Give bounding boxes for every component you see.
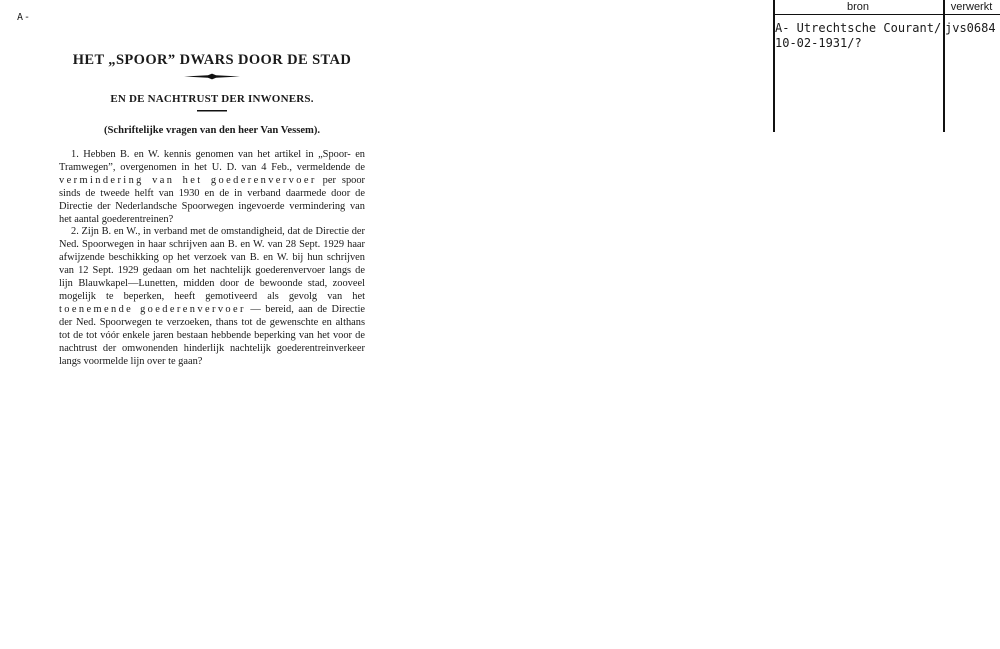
source-table [773,0,1000,132]
verwerkt-header: verwerkt [950,1,993,13]
subheadline: EN DE NACHTRUST DER INWONERS. [110,93,314,105]
para1-text-end: per spoor sinds de tweede helft van 1930 en de in verband daarmede door de Directie der Nederlandsche Spoorwegen ingevoerde vermindering van het aantal goederentreinen? [59,174,365,225]
question-paragraph-2 [59,226,365,368]
question-paragraph-1 [59,149,365,226]
verwerkt-column [943,0,1000,132]
ornament-rule-icon [184,73,240,80]
verwerkt-value: jvs0684 [945,21,996,35]
newspaper-clipping [59,52,365,368]
headline: HET „SPOOR” DWARS DOOR DE STAD [72,52,352,68]
bron-header: bron [846,1,870,13]
para1-text-start: 1. Hebben B. en W. kennis genomen van het artikel in „Spoor- en Tramwegen”, overgenomen in het U. D. van 4 Feb., vermeldende de [59,149,365,173]
page-mark: A- [17,12,32,23]
bron-value-line2: 10-02-1931/? [775,36,862,50]
bron-column [773,0,945,132]
para2-text-start: 2. Zijn B. en W., in verband met de omstandigheid, dat de Directie der Ned. Spoorwegen in haar schrijven aan B. en W. van 28 Sept. 1929 haar afwijzende beschikking op het verzoek van B. en W. bij hun schrijven van 12 Sept. 1929 gedaan om het nachtelijk goederenvervoer langs de lijn Blauwkapel—Lunetten, midden door de bewoonde stad, zooveel mogelijk te beperken, heeft gemotiveerd als gevolg van het [59,226,365,302]
para2-emphasis: toenemende goederenvervoer [59,303,246,315]
byline: (Schriftelijke vragen van den heer Van Vessem). [103,125,321,136]
short-rule-icon [197,109,227,112]
bron-value-line1: A- Utrechtsche Courant/ [775,21,942,35]
para2-text-end: — bereid, aan de Directie der Ned. Spoorwegen te verzoeken, thans tot de gewenschte en althans tot de tot vóór enkele jaren bestaan hebbende beperking van het voor de nachtrust der omwonenden hinderlijk nachtelijk goederentreinverkeer langs voormelde lijn over te gaan? [59,303,365,367]
para1-emphasis: vermindering van het goederenvervoer [59,174,317,186]
